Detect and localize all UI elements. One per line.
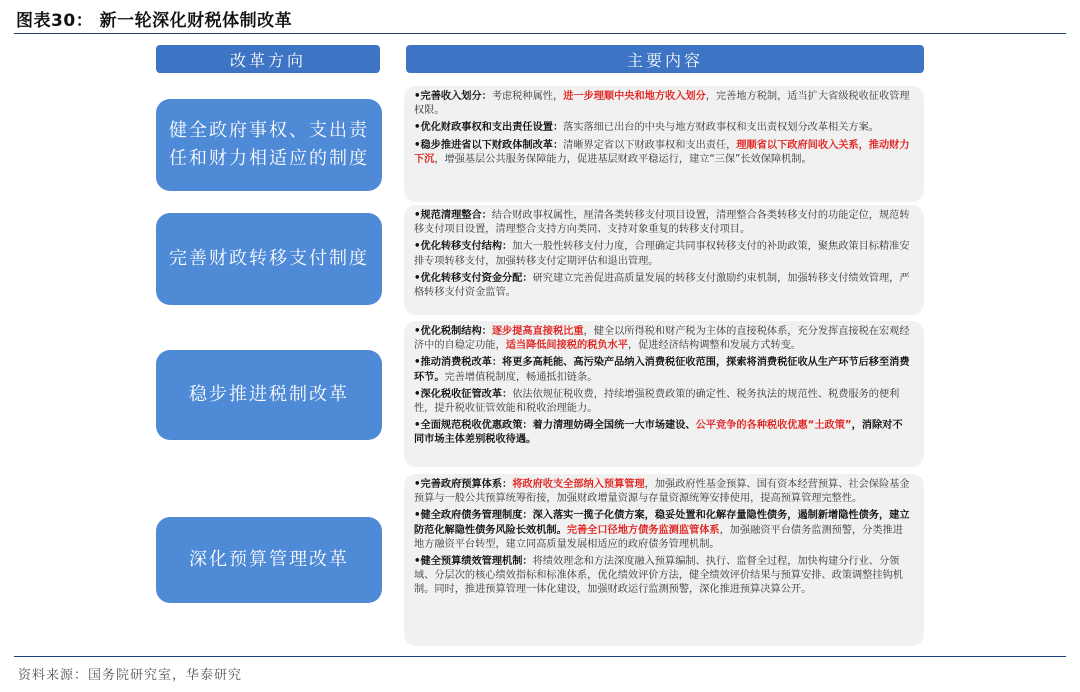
content-item	[414, 509, 910, 552]
keyword-text: ，消除对不同市场主体差别税收待遇。	[414, 420, 903, 446]
body-text: ，增强基层公共服务保障能力，促进基层财政平稳运行，建立“三保”长效保障机制。	[434, 153, 812, 165]
keyword-text: 推动消费税改革：将更多高耗能、高污染产品纳入消费税征收范围，探索将消费税征收从生产环节后移至消费环节。	[414, 357, 910, 383]
highlight-text: 完善全口径地方债务监测监管体系	[566, 524, 720, 536]
highlight-text: 适当降低间接税的税负水平	[505, 340, 628, 352]
content-item	[414, 209, 910, 237]
keyword-text: 完善政府预算体系：	[420, 479, 513, 490]
body-text: 加大一般性转移支付力度，合理确定共同事权转移支付的补助政策，聚焦政策目标精准安排专项转移支付，加强转移支付定期评估和退出管理。	[414, 241, 910, 267]
content-item	[414, 325, 910, 353]
body-text: 完善增值税制度，畅通抵扣链条。	[444, 371, 598, 383]
body-text: 将绩效理念和方法深度融入预算编制、执行、监督全过程，加快构建分行业、分领域、分层次的核心绩效指标和标准体系，优化绩效评价方法，健全绩效评价结果与预算安排、政策调整挂钩机制。同时，推进预算管理一体化建设，加强财政运行监测预警，深化推进预算决算公开。	[414, 556, 903, 596]
keyword-text: •	[414, 91, 421, 102]
content-item	[414, 121, 910, 135]
source-divider	[14, 656, 1066, 657]
keyword-text: 优化税制结构：	[420, 326, 492, 337]
source-note: 资料来源：国务院研究室，华泰研究	[18, 668, 243, 683]
keyword-text: •	[414, 241, 421, 253]
keyword-text: 规范清理整合：	[420, 210, 492, 221]
highlight-text: 理顺省以下政府间收入关系，推动财力下沉	[414, 139, 910, 165]
highlight-text: 公平竞争的各种税收优惠“土政策”	[695, 420, 852, 432]
content-box-4	[404, 474, 924, 646]
highlight-text: 进一步理顺中央和地方收入划分	[563, 91, 706, 102]
keyword-text: 优化转移支付资金分配：	[420, 272, 533, 284]
direction-box-2: 完善财政转移支付制度	[156, 213, 382, 305]
direction-box-4: 深化预算管理改革	[156, 517, 382, 603]
content-item	[414, 555, 910, 598]
content-item	[414, 90, 910, 118]
keyword-text: 优化财政事权和支出责任设置：	[420, 122, 564, 134]
keyword-text: 全面规范税收优惠政策：着力清理妨碍全国统一大市场建设、	[420, 420, 696, 432]
keyword-text: 深化税收征管改革：	[420, 388, 513, 400]
body-text: 依法依规征税收费，持续增强税费政策的确定性、税务执法的规范性、税费服务的便利性，提升税收征管效能和税收治理能力。	[414, 388, 900, 415]
keyword-text: •	[414, 479, 421, 490]
keyword-text: 完善收入划分：	[420, 91, 492, 102]
body-text: ，健全以所得税和财产税为主体的直接税体系，充分发挥直接税在宏观经济中的自稳定功能，	[414, 326, 910, 352]
content-item	[414, 272, 910, 300]
content-box-2	[404, 205, 924, 315]
content-box-1	[404, 86, 924, 202]
keyword-text: •	[414, 388, 421, 400]
content-item	[414, 356, 910, 384]
keyword-text: 稳步推进省以下财政体制改革：	[420, 139, 564, 151]
header-content: 主要内容	[406, 45, 924, 73]
figure-title: 图表30： 新一轮深化财税体制改革	[16, 11, 293, 31]
keyword-text: •	[414, 357, 421, 369]
body-text: ，完善地方税制，适当扩大省级税收征收管理权限。	[414, 91, 910, 117]
body-text: ，加强政府性基金预算、国有资本经营预算、社会保险基金预算与一般公共预算统筹衔接，加强财政增量资源与存量资源统筹安排使用，提高预算管理完整性。	[414, 479, 910, 505]
header-direction: 改革方向	[156, 45, 380, 73]
highlight-text: 逐步提高直接税比重	[491, 326, 584, 337]
keyword-text: •	[414, 272, 421, 284]
body-text: 研究建立完善促进高质量发展的转移支付激励约束机制，加强转移支付绩效管理，严格转移支付资金监管。	[414, 272, 910, 299]
content-item	[414, 419, 910, 447]
keyword-text: •	[414, 510, 421, 522]
keyword-text: •	[414, 122, 421, 134]
content-item	[414, 139, 910, 167]
content-item	[414, 240, 910, 268]
keyword-text: 健全预算绩效管理机制：	[420, 556, 533, 568]
keyword-text: •	[414, 326, 421, 337]
title-divider	[14, 33, 1066, 34]
keyword-text: •	[414, 139, 421, 151]
keyword-text: 优化转移支付结构：	[420, 241, 513, 253]
body-text: 清晰界定省以下财政事权和支出责任，	[563, 139, 737, 151]
content-item	[414, 388, 910, 416]
body-text: 落实落细已出台的中央与地方财政事权和支出责权划分改革相关方案。	[563, 122, 879, 134]
direction-box-3: 稳步推进税制改革	[156, 350, 382, 440]
body-text: ，加强融资平台债务监测预警，分类推进地方融资平台转型，建立同高质量发展相适应的政府债务管理机制。	[414, 524, 903, 550]
body-text: 结合财政事权属性，厘清各类转移支付项目设置，清理整合各类转移支付的功能定位，规范转移支付项目设置，清理整合支持方向类同、支持对象重复的转移支付项目。	[414, 210, 910, 236]
keyword-text: •	[414, 210, 421, 221]
keyword-text: •	[414, 420, 421, 432]
direction-box-1: 健全政府事权、支出责任和财力相适应的制度	[156, 99, 382, 191]
body-text: ，促进经济结构调整和发展方式转变。	[627, 340, 802, 352]
content-item	[414, 478, 910, 506]
body-text: 考虑税种属性，	[491, 91, 564, 102]
highlight-text: 将政府收支全部纳入预算管理	[512, 479, 645, 490]
keyword-text: •	[414, 556, 421, 568]
keyword-text: 健全政府债务管理制度：深入落实一揽子化债方案，稳妥处置和化解存量隐性债务，遏制新增隐性债务，建立防范化解隐性债务风险长效机制。	[414, 510, 910, 536]
content-box-3	[404, 321, 924, 467]
